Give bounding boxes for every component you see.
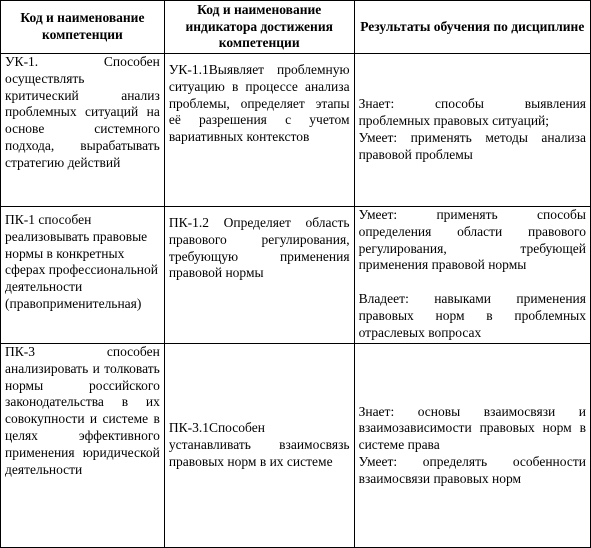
header-indicator: Код и наименование индикатора достижения компетенции	[164, 1, 354, 54]
result-text: Владеет: навыками применения правовых норм в проблемных отраслевых вопросах	[358, 290, 586, 340]
indicator-cell: ПК-3.1Способен устанавливать взаимосвязь правовых норм в их системе	[164, 344, 354, 548]
results-cell	[354, 207, 590, 344]
results-cell	[354, 344, 590, 548]
competence-cell: УК-1. Способен осуществлять критический анализ проблемных ситуаций на основе системного подхода, вырабатывать стратегию действий	[1, 54, 165, 207]
competence-cell: ПК-3 способен анализировать и толковать нормы российского законодательства в их совокупности и системе в целях эффективного применения юридической деятельности	[1, 344, 165, 548]
result-text: Знает: способы выявления проблемных правовых ситуаций;	[358, 96, 586, 129]
header-competence: Код и наименование компетенции	[1, 1, 165, 54]
results-cell	[354, 54, 590, 207]
result-text: Знает: основы взаимосвязи и взаимозависимости правовых норм в системе права	[358, 403, 586, 453]
indicator-cell: УК-1.1Выявляет проблемную ситуацию в процессе анализа проблемы, определяет этапы её разрешения с учетом вариативных контекстов	[164, 54, 354, 207]
result-text: Умеет: применять способы определения области правового регулирования, требующей применения правовой нормы	[358, 207, 586, 273]
result-text: Умеет: определять особенности взаимосвязи правовых норм	[358, 453, 586, 486]
table-row	[1, 344, 591, 548]
table-row	[1, 54, 591, 207]
competence-cell: ПК-1 способен реализовывать правовые нормы в конкретных сферах профессиональной деятельности (правоприменительная)	[1, 207, 165, 344]
indicator-cell: ПК-1.2 Определяет область правового регулирования, требующую применения правовой нормы	[164, 207, 354, 344]
result-text: Умеет: применять методы анализа правовой проблемы	[358, 130, 586, 162]
table-row	[1, 207, 591, 344]
header-results: Результаты обучения по дисциплине	[354, 1, 590, 54]
table-header-row	[1, 1, 591, 54]
result-gap	[359, 274, 586, 291]
